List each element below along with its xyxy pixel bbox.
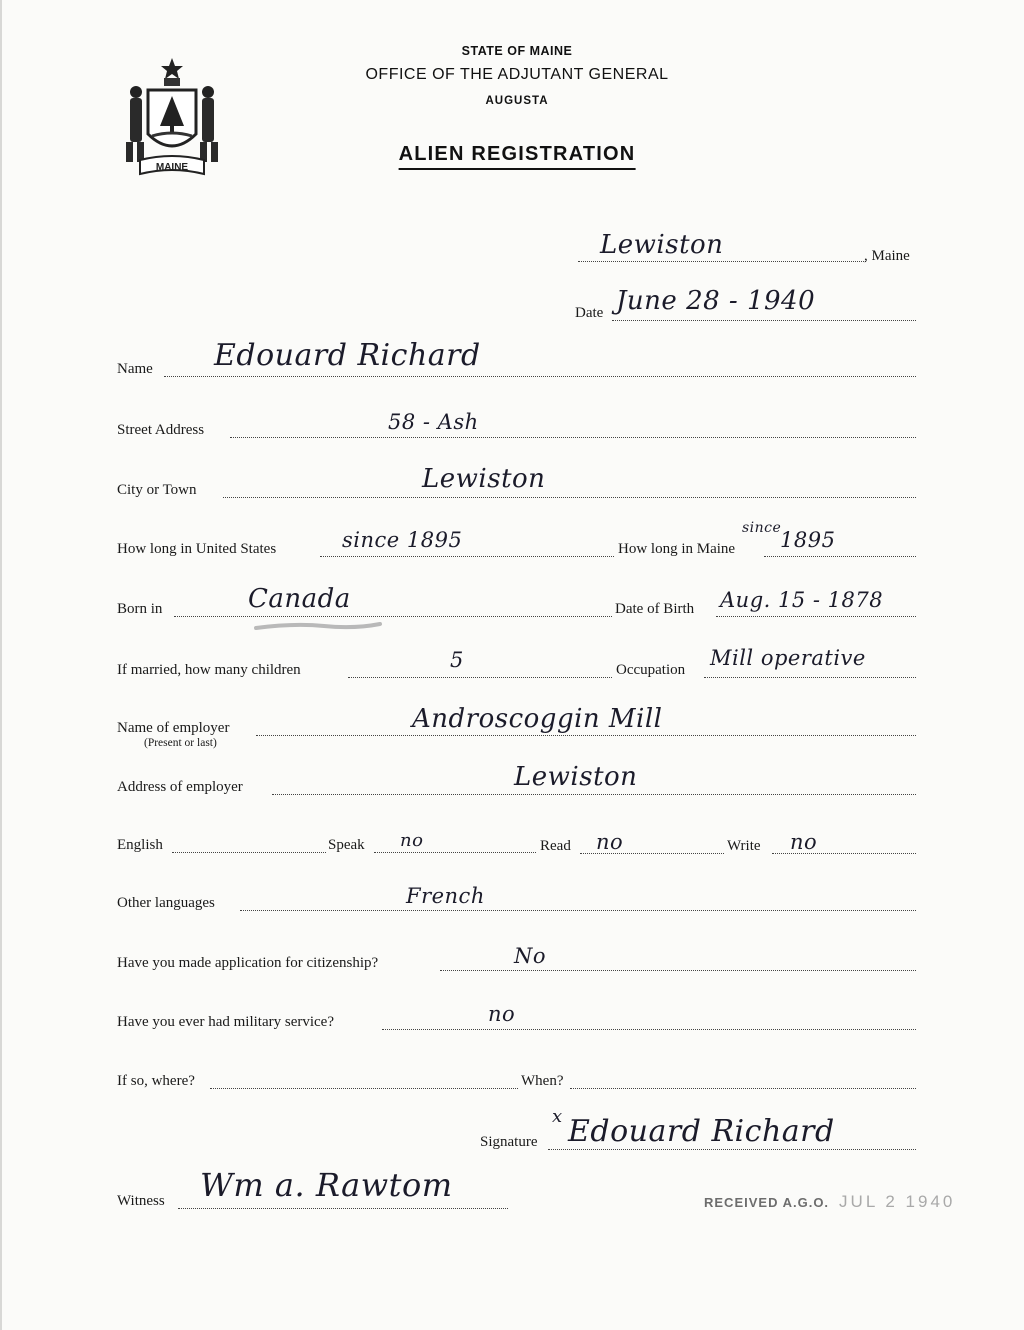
occupation-line — [704, 677, 916, 678]
dob-line — [716, 616, 916, 617]
children-value: 5 — [450, 648, 464, 672]
signature-label: Signature — [480, 1134, 538, 1150]
name-line — [164, 376, 916, 377]
other-languages-value: French — [406, 884, 485, 908]
witness-value: Wm a. Rawtom — [200, 1166, 453, 1204]
how-long-us-label: How long in United States — [117, 541, 277, 557]
date-value: June 28 - 1940 — [616, 286, 816, 316]
born-in-line — [174, 616, 612, 617]
signature-line — [548, 1149, 916, 1150]
form-title: ALIEN REGISTRATION — [399, 143, 636, 170]
town-value: Lewiston — [600, 230, 724, 260]
header-city: AUGUSTA — [485, 95, 549, 107]
how-long-me-label: How long in Maine — [618, 541, 736, 557]
name-value: Edouard Richard — [214, 338, 481, 373]
date-label: Date — [575, 305, 604, 321]
employer-address-line — [272, 794, 916, 795]
witness-line — [178, 1208, 508, 1209]
signature-mark: x — [552, 1106, 563, 1127]
english-label: English — [117, 837, 163, 853]
name-label: Name — [117, 361, 153, 377]
street-line — [230, 437, 916, 438]
when-label: When? — [521, 1073, 564, 1089]
state-seal-icon — [118, 56, 226, 184]
town-line — [578, 261, 866, 262]
received-stamp-text: RECEIVED A.G.O. — [704, 1195, 830, 1210]
read-value: no — [596, 830, 624, 854]
how-long-us-value: since 1895 — [342, 528, 463, 552]
seal-motto: MAINE — [155, 162, 189, 173]
street-value: 58 - Ash — [388, 410, 479, 434]
date-line — [612, 320, 916, 321]
how-long-me-value: 1895 — [780, 528, 836, 552]
employer-address-label: Address of employer — [117, 779, 243, 795]
occupation-value: Mill operative — [710, 646, 866, 670]
employer-address-value: Lewiston — [514, 762, 638, 792]
occupation-label: Occupation — [616, 662, 686, 678]
employer-line — [256, 735, 916, 736]
received-stamp-date: JUL 2 1940 — [839, 1192, 956, 1211]
pencil-underline-mark — [254, 619, 382, 633]
dob-value: Aug. 15 - 1878 — [720, 588, 884, 612]
header-state: STATE OF MAINE — [461, 44, 573, 58]
city-label: City or Town — [117, 482, 197, 498]
read-label: Read — [540, 838, 571, 854]
how-long-me-line — [764, 556, 916, 557]
employer-label: Name of employer — [117, 720, 230, 736]
citizenship-value: No — [514, 944, 547, 968]
city-value: Lewiston — [422, 464, 546, 494]
military-label: Have you ever had military service? — [117, 1014, 334, 1030]
dob-label: Date of Birth — [615, 601, 695, 617]
header-office: OFFICE OF THE ADJUTANT GENERAL — [365, 66, 669, 83]
signature-value: Edouard Richard — [568, 1114, 835, 1149]
military-line — [382, 1029, 916, 1030]
speak-line — [374, 852, 536, 853]
where-line — [210, 1088, 518, 1089]
citizenship-label: Have you made application for citizenship? — [117, 955, 379, 971]
write-value: no — [790, 830, 818, 854]
speak-value: no — [400, 830, 424, 851]
english-line — [172, 852, 326, 853]
citizenship-line — [440, 970, 916, 971]
other-languages-line — [240, 910, 916, 911]
city-line — [223, 497, 916, 498]
when-line — [570, 1088, 916, 1089]
where-label: If so, where? — [117, 1073, 195, 1089]
form-header — [2, 0, 1024, 180]
write-label: Write — [727, 838, 761, 854]
how-long-me-note: since — [742, 520, 782, 536]
military-value: no — [488, 1002, 516, 1026]
born-in-value: Canada — [248, 584, 351, 614]
witness-label: Witness — [117, 1193, 165, 1209]
street-label: Street Address — [117, 422, 205, 438]
employer-sublabel: (Present or last) — [144, 737, 217, 749]
children-line — [348, 677, 612, 678]
children-label: If married, how many children — [117, 662, 301, 678]
born-in-label: Born in — [117, 601, 163, 617]
how-long-us-line — [320, 556, 614, 557]
received-stamp — [704, 1192, 955, 1212]
speak-label: Speak — [328, 837, 365, 853]
maine-label: , Maine — [864, 248, 910, 264]
employer-value: Androscoggin Mill — [412, 704, 663, 734]
other-languages-label: Other languages — [117, 895, 215, 911]
